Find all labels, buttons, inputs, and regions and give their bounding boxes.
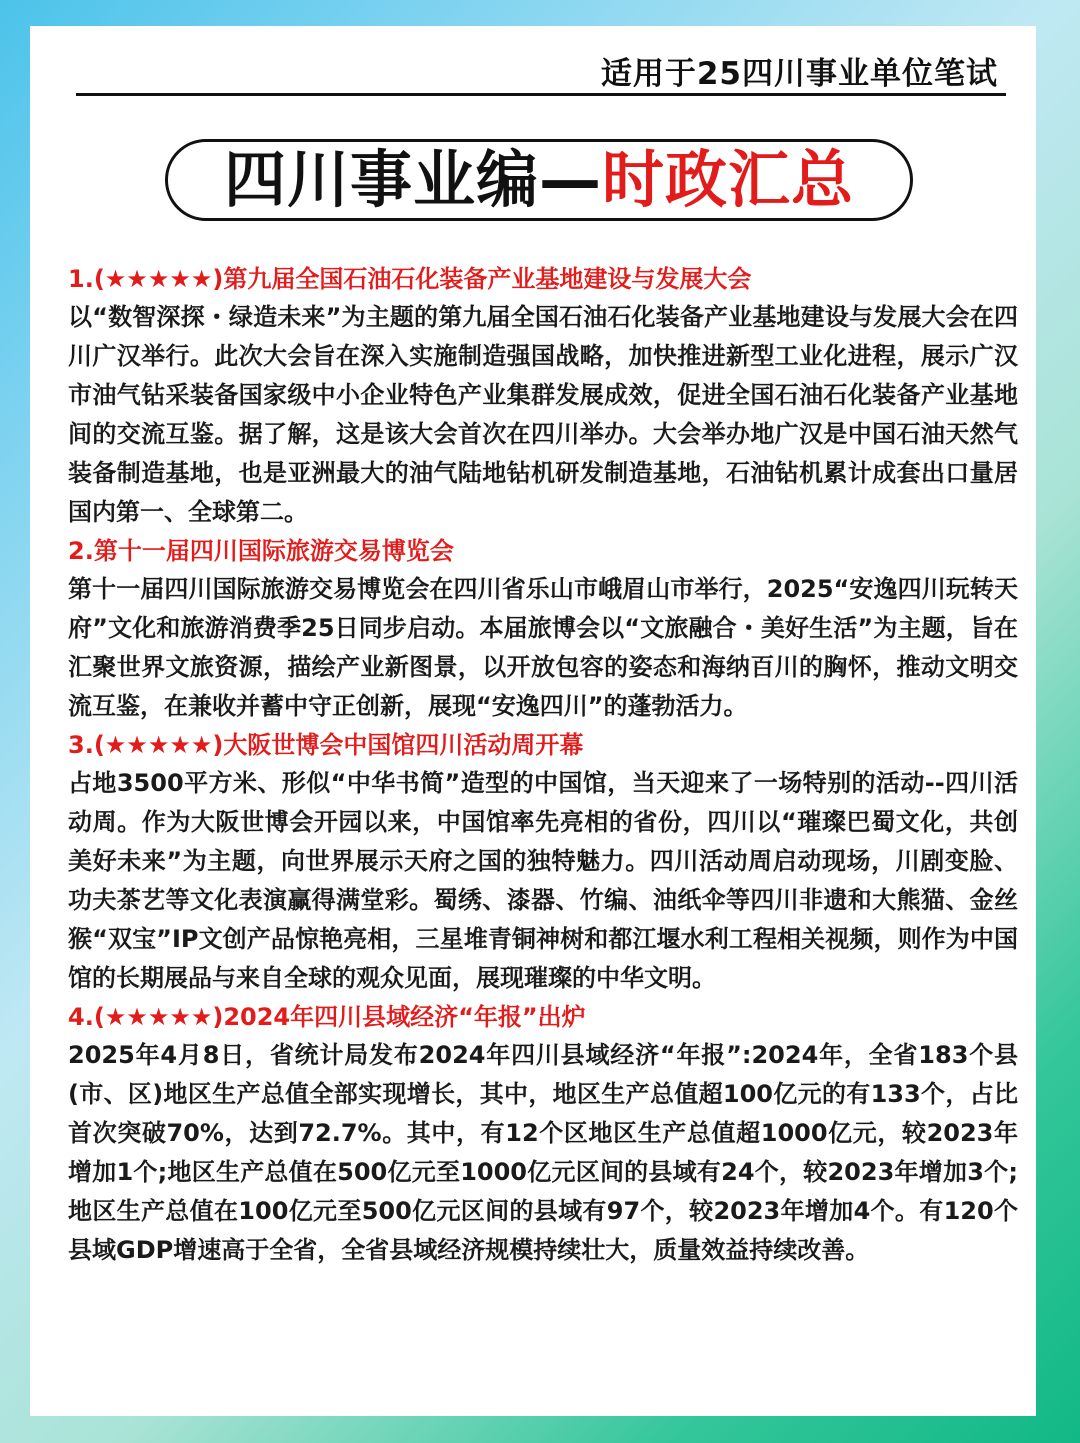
tagline: 适用于25四川事业单位笔试 bbox=[600, 56, 998, 92]
news-item bbox=[68, 532, 1018, 726]
news-item-body: 2025年4月8日，省统计局发布2024年四川县域经济“年报”:2024年，全省183个县(市、区)地区生产总值全部实现增长，其中，地区生产总值超100亿元的有133个，占比首次突破70%，达到72.7%。其中，有12个区地区生产总值超1000亿元，较2023年增加1个;地区生产总值在500亿元至1000亿元区间的县域有24个，较2023年增加3个;地区生产总值在100亿元至500亿元区间的县域有97个，较2023年增加4个。有120个县域GDP增速高于全省，全省县域经济规模持续壮大，质量效益持续改善。 bbox=[68, 1041, 1018, 1264]
news-item-title: 1.(★★★★★)第九届全国石油石化装备产业基地建设与发展大会 bbox=[68, 265, 752, 293]
news-item-body: 第十一届四川国际旅游交易博览会在四川省乐山市峨眉山市举行，2025“安逸四川玩转天府”文化和旅游消费季25日同步启动。本届旅博会以“文旅融合・美好生活”为主题，旨在汇聚世界文旅资源，描绘产业新图景，以开放包容的姿态和海纳百川的胸怀，推动文明交流互鉴，在兼收并蓄中守正创新，展现“安逸四川”的蓬勃活力。 bbox=[68, 575, 1018, 720]
page-title-main: 四川事业编— bbox=[223, 143, 602, 216]
news-item-body: 占地3500平方米、形似“中华书简”造型的中国馆，当天迎来了一场特别的活动--四川活动周。作为大阪世博会开园以来，中国馆率先亮相的省份，四川以“璀璨巴蜀文化，共创美好未来”为主题，向世界展示天府之国的独特魅力。四川活动周启动现场，川剧变脸、功夫茶艺等文化表演赢得满堂彩。蜀绣、漆器、竹编、油纸伞等四川非遗和大熊猫、金丝猴“双宝”IP文创产品惊艳亮相，三星堆青铜神树和都江堰水利工程相关视频，则作为中国馆的长期展品与来自全球的观众见面，展现璀璨的中华文明。 bbox=[68, 769, 1018, 992]
news-list bbox=[68, 260, 1018, 1270]
page-title bbox=[165, 139, 913, 221]
header-divider bbox=[76, 93, 1006, 96]
news-item-title: 2.第十一届四川国际旅游交易博览会 bbox=[68, 537, 454, 565]
news-item bbox=[68, 726, 1018, 998]
page-title-highlight: 时政汇总 bbox=[602, 143, 855, 216]
news-item bbox=[68, 998, 1018, 1270]
news-item bbox=[68, 260, 1018, 532]
news-item-title: 4.(★★★★★)2024年四川县域经济“年报”出炉 bbox=[68, 1003, 586, 1031]
news-item-title: 3.(★★★★★)大阪世博会中国馆四川活动周开幕 bbox=[68, 731, 584, 759]
news-item-body: 以“数智深探・绿造未来”为主题的第九届全国石油石化装备产业基地建设与发展大会在四川广汉举行。此次大会旨在深入实施制造强国战略，加快推进新型工业化进程，展示广汉市油气钻采装备国家级中小企业特色产业集群发展成效，促进全国石油石化装备产业基地间的交流互鉴。据了解，这是该大会首次在四川举办。大会举办地广汉是中国石油天然气装备制造基地，也是亚洲最大的油气陆地钻机研发制造基地，石油钻机累计成套出口量居国内第一、全球第二。 bbox=[68, 303, 1018, 526]
document-card bbox=[30, 26, 1036, 1416]
